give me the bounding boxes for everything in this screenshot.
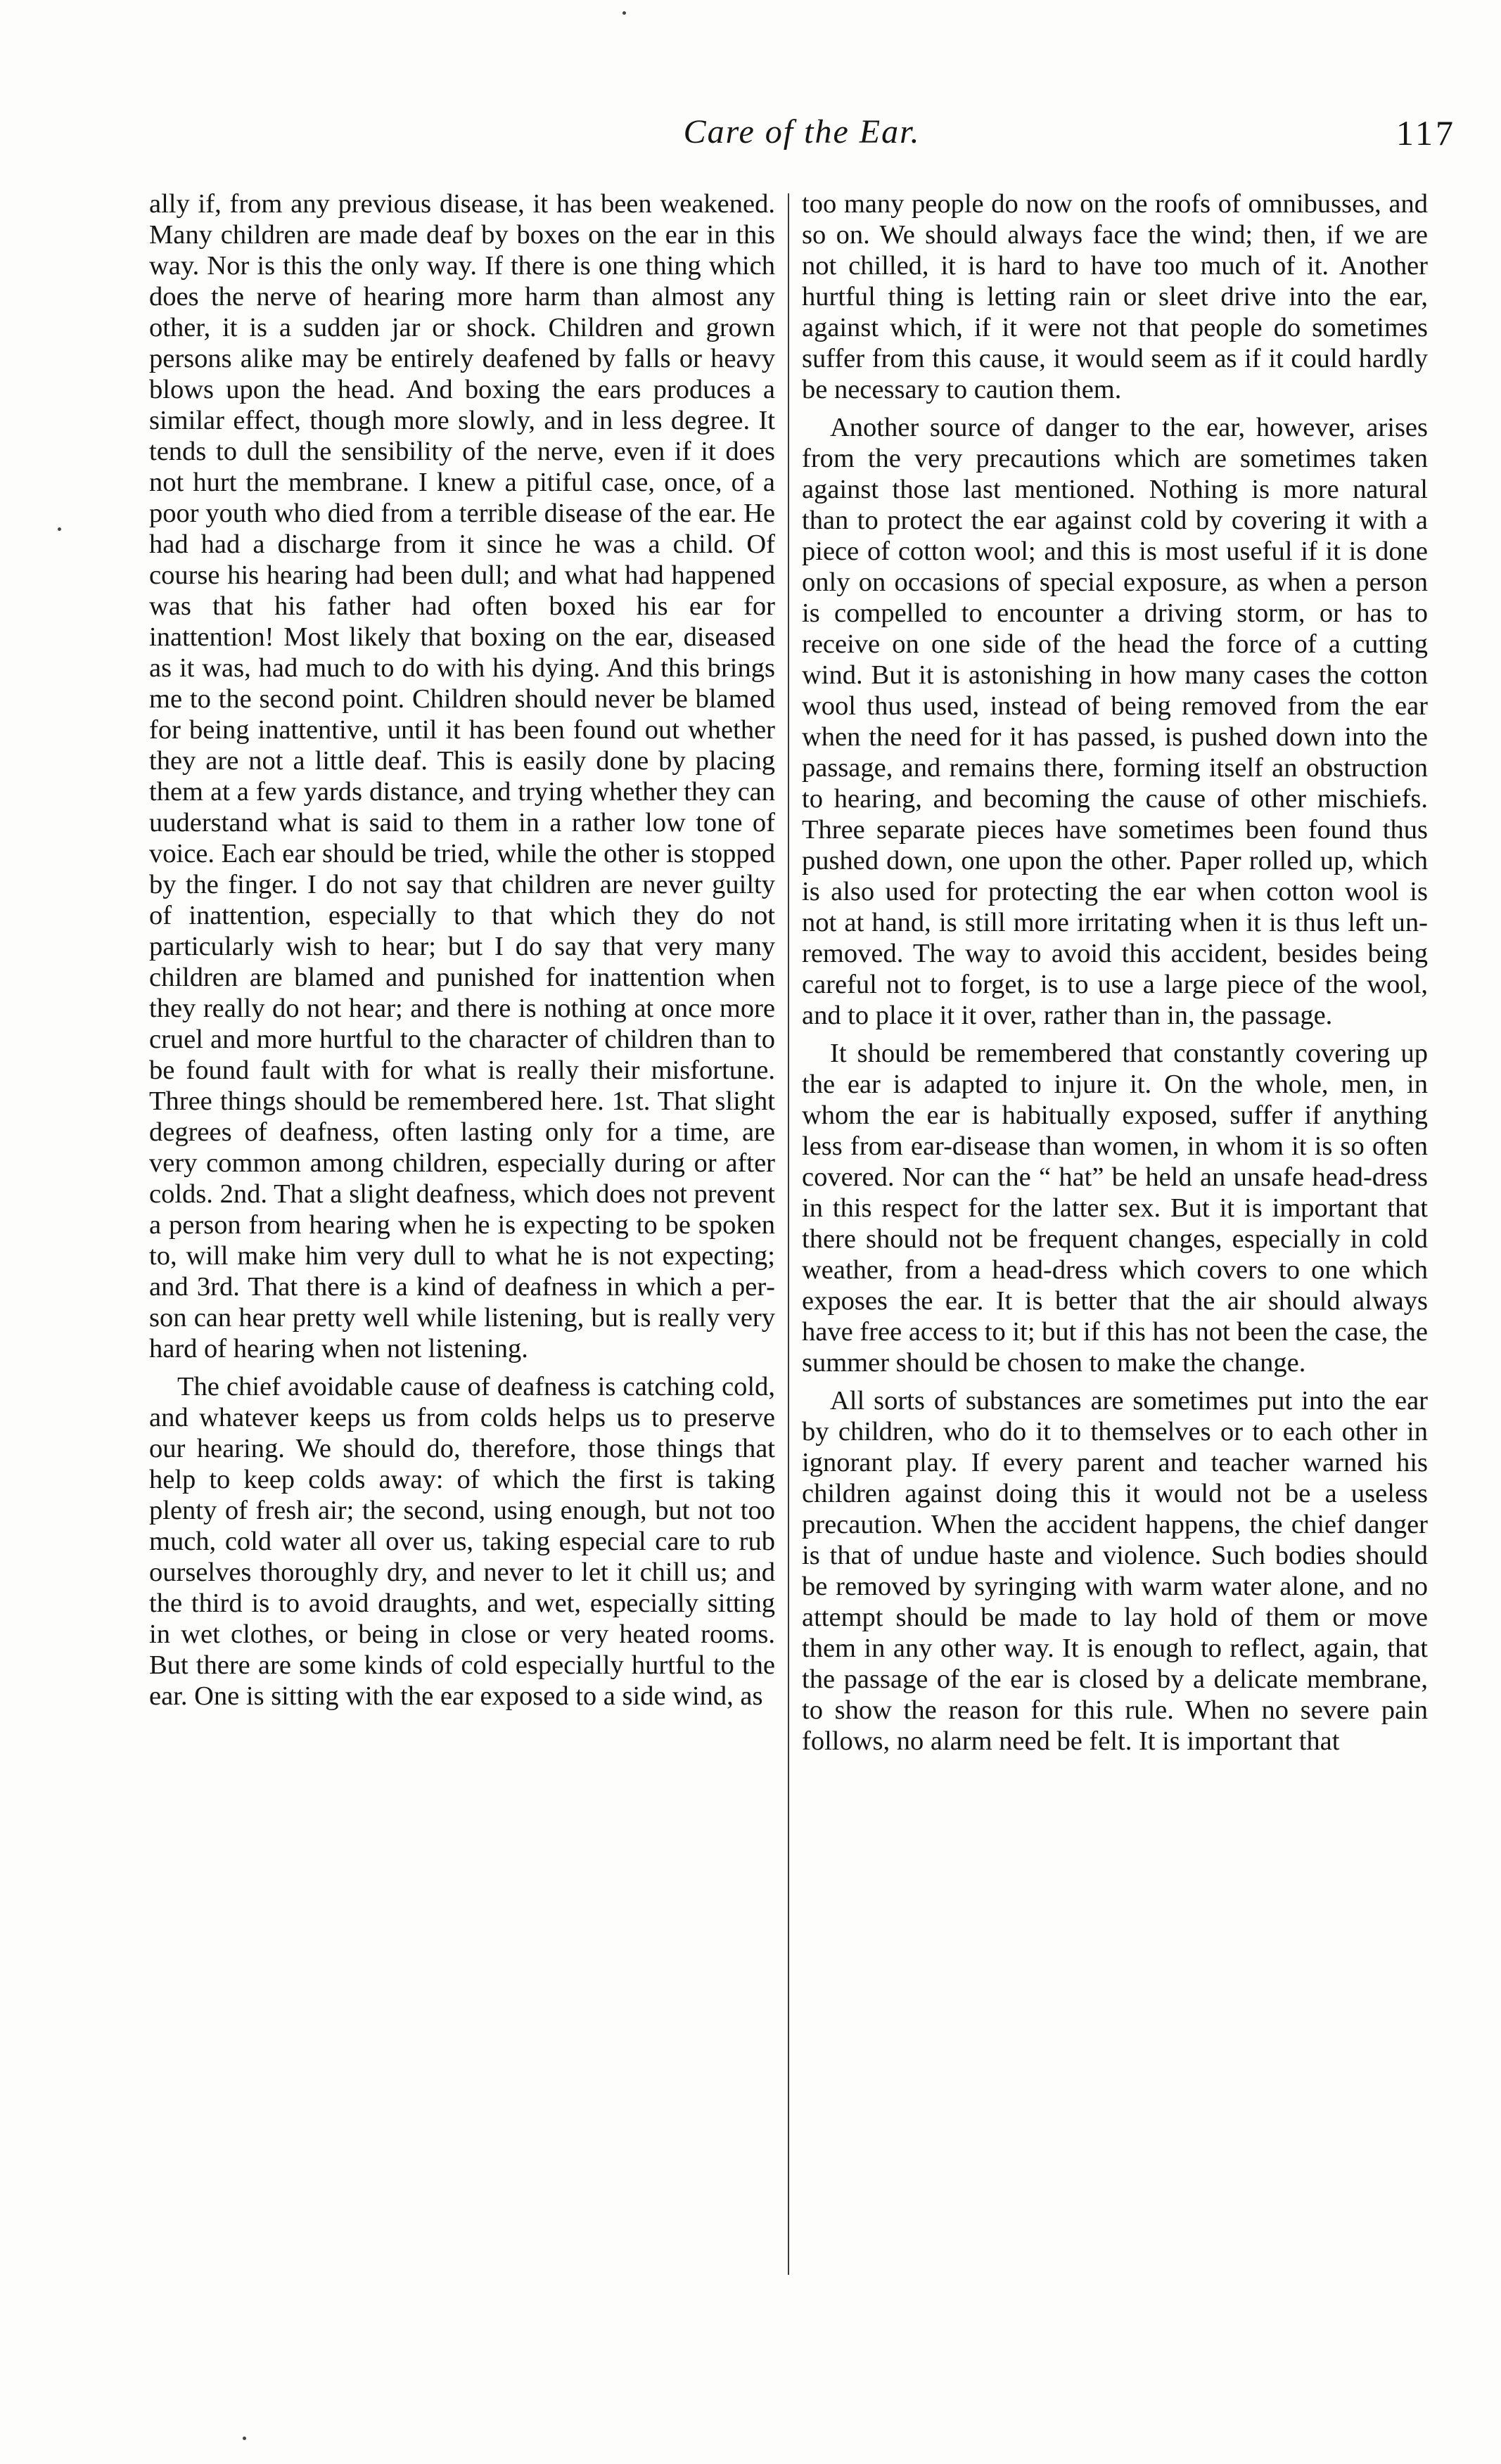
ink-speck [243,2437,246,2440]
running-title: Care of the Ear. [683,113,921,150]
right-paragraph-1: too many people do now on the roofs of omnibusses, and so on. We should always face the wind; then, if we are not chilled, it is hard to have too much of it. Another hurtful thing is letting rain or sleet drive into the ear, against which, if it were not that people do sometimes suffer from this cause, it would seem as if it could hardly be necessary to caution them. [802,189,1428,404]
right-paragraph-4: All sorts of substances are sometimes put into the ear by children, who do it to themselves or to each other in ignorant play. If every parent and teacher warned his children against doing this it would not be a useless precaution. When the accident happens, the chief danger is that of undue haste and violence. Such bodies should be removed by syringing with warm water alone, and no attempt should be made to lay hold of them or move them in any other way. It is enough to reflect, again, that the passage of the ear is closed by a delicate membrane, to show the reason for this rule. When no severe pain follows, no alarm need be felt. It is important that [802,1386,1428,1756]
ink-speck [58,527,61,531]
right-paragraph-2: Another source of danger to the ear, however, arises from the very precautions which are sometimes taken against those last mentioned. Nothing is more natural than to protect the ear against cold by covering it with a piece of cotton wool; and this is most useful if it is done only on occasions of special exposure, as when a person is compelled to encounter a driving storm, or has to receive on one side of the head the force of a cutting wind. But it is astonishing in how many cases the cotton wool thus used, instead of being removed from the ear when the need for it has passed, is pushed down into the passage, and remains there, forming itself an obstruction to hearing, and becoming the cause of other mischiefs. Three separate pieces have sometimes been found thus pushed down, one upon the other. Paper rolled up, which is also used for protecting the ear when cotton wool is not at hand, is still more irritating when it is thus left unremoved. The way to avoid this accident, besides being careful not to forget, is to use a large piece of the wool, and to place it it over, rather than in, the passage. [802,413,1428,1030]
ink-speck [622,11,626,15]
right-column [802,188,1428,2284]
page-number: 117 [1395,113,1456,153]
right-paragraph-3: It should be remembered that constantly covering up the ear is adapted to injure it. On the whole, men, in whom the ear is habitually exposed, suffer if anything less from ear-disease than women, in whom it is so often covered. Nor can the “ hat” be held an unsafe head-dress in this respect for the latter sex. But it is important that there should not be frequent changes, especially in cold weather, from a head-dress which covers to one which exposes the ear. It is better that the air should always have free access to it; but if this has not been the case, the summer should be chosen to make the change. [802,1039,1428,1378]
left-paragraph-2: The chief avoidable cause of deafness is catching cold, and whatever keeps us from colds helps us to preserve our hearing. We should do, therefore, those things that help to keep colds away: of which the first is taking plenty of fresh air; the second, using enough, but not too much, cold water all over us, taking especial care to rub ourselves thoroughly dry, and never to let it chill us; and the third is to avoid draughts, and wet, especially sitting in wet clothes, or being in close or very heated rooms. But there are some kinds of cold especially hurtful to the ear. One is sitting with the ear exposed to a side wind, as [149,1372,775,1711]
column-divider [788,193,789,2275]
left-column [149,188,775,2284]
left-paragraph-1: ally if, from any previous disease, it has been weakened. Many children are made deaf by boxes on the ear in this way. Nor is this the only way. If there is one thing which does the nerve of hearing more harm than almost any other, it is a sudden jar or shock. Children and grown persons alike may be entirely deafened by falls or heavy blows upon the head. And boxing the ears produces a similar effect, though more slowly, and in less degree. It tends to dull the sensibility of the nerve, even if it does not hurt the membrane. I knew a pitiful case, once, of a poor youth who died from a terrible disease of the ear. He had had a discharge from it since he was a child. Of course his hearing had been dull; and what had happened was that his father had often boxed his ear for inattention! Most likely that boxing on the ear, diseased as it was, had much to do with his dying. And this brings me to the second point. Children should never be blamed for being inattentive, until it has been found out whether they are not a little deaf. This is easily done by placing them at a few yards distance, and trying whether they can uuderstand what is said to them in a rather low tone of voice. Each ear should be tried, while the other is stopped by the finger. I do not say that children are never guilty of inattention, especially to that which they do not particularly wish to hear; but I do say that very many children are blamed and punished for inattention when they really do not hear; and there is nothing at once more cruel and more hurtful to the character of children than to be found fault with for what is really their misfortune. Three things should be remembered here. 1st. That slight degrees of deafness, often lasting only for a time, are very common among children, especially during or after colds. 2nd. That a slight deafness, which does not prevent a person from hearing when he is expecting to be spoken to, will make him very dull to what he is not expecting; and 3rd. That there is a kind of deafness in which a person can hear pretty well while listening, but is really very hard of hearing when not listening. [149,189,775,1363]
running-head [148,113,1456,169]
